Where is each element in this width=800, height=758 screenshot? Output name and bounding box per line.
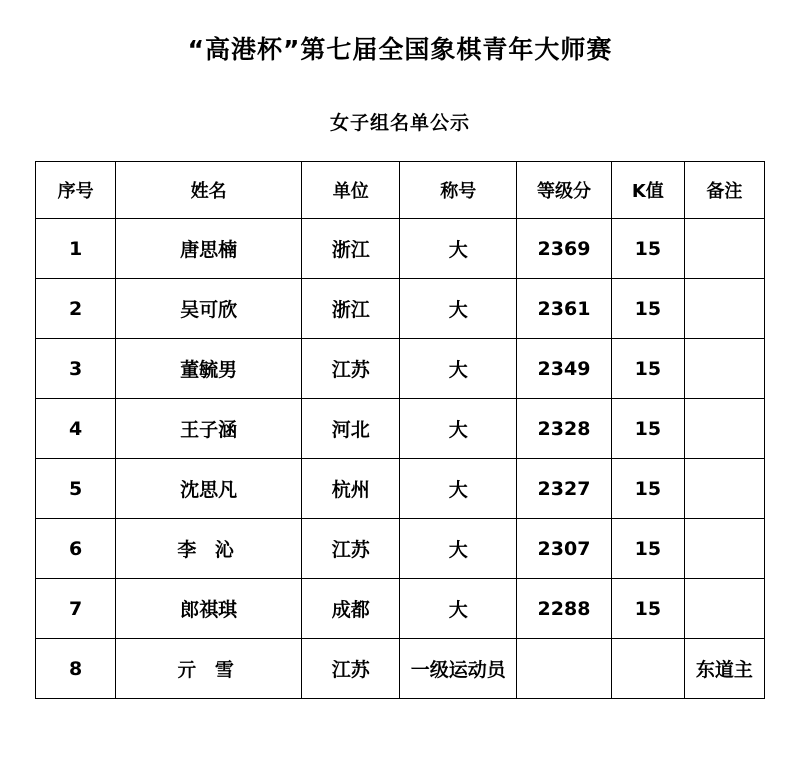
column-header-unit: 单位 [302, 162, 400, 219]
cell-title: 大 [400, 219, 517, 279]
column-header-title: 称号 [400, 162, 517, 219]
cell-unit: 江苏 [302, 339, 400, 399]
cell-rating: 2327 [517, 459, 612, 519]
cell-kvalue: 15 [611, 219, 684, 279]
cell-name: 唐思楠 [116, 219, 302, 279]
cell-unit: 江苏 [302, 639, 400, 699]
cell-index: 3 [36, 339, 116, 399]
cell-remark [684, 519, 764, 579]
cell-title: 大 [400, 579, 517, 639]
cell-name: 董毓男 [116, 339, 302, 399]
cell-kvalue: 15 [611, 579, 684, 639]
page-title: “高港杯”第七届全国象棋青年大师赛 [187, 35, 613, 64]
cell-rating: 2328 [517, 399, 612, 459]
cell-kvalue: 15 [611, 279, 684, 339]
cell-rating: 2349 [517, 339, 612, 399]
table-row [36, 399, 765, 459]
cell-index: 8 [36, 639, 116, 699]
table-body [36, 219, 765, 699]
cell-index: 6 [36, 519, 116, 579]
table-header [36, 162, 765, 219]
cell-title: 一级运动员 [400, 639, 517, 699]
table-row [36, 519, 765, 579]
cell-remark [684, 579, 764, 639]
cell-name: 亓 雪 [116, 639, 302, 699]
cell-unit: 河北 [302, 399, 400, 459]
cell-name: 郎祺琪 [116, 579, 302, 639]
cell-unit: 浙江 [302, 279, 400, 339]
cell-unit: 江苏 [302, 519, 400, 579]
column-header-index: 序号 [36, 162, 116, 219]
cell-unit: 杭州 [302, 459, 400, 519]
cell-index: 1 [36, 219, 116, 279]
cell-rating: 2361 [517, 279, 612, 339]
document-page [0, 30, 800, 758]
cell-title: 大 [400, 279, 517, 339]
table-row [36, 639, 765, 699]
cell-kvalue: 15 [611, 339, 684, 399]
cell-kvalue: 15 [611, 399, 684, 459]
cell-index: 7 [36, 579, 116, 639]
cell-index: 2 [36, 279, 116, 339]
column-header-kvalue: K值 [611, 162, 684, 219]
column-header-rating: 等级分 [517, 162, 612, 219]
cell-index: 4 [36, 399, 116, 459]
cell-title: 大 [400, 399, 517, 459]
cell-remark [684, 279, 764, 339]
cell-remark [684, 219, 764, 279]
cell-rating: 2288 [517, 579, 612, 639]
page-subtitle: 女子组名单公示 [329, 112, 470, 134]
cell-remark [684, 399, 764, 459]
cell-rating: 2307 [517, 519, 612, 579]
roster-table-container [35, 161, 765, 699]
cell-title: 大 [400, 339, 517, 399]
cell-name: 王子涵 [116, 399, 302, 459]
table-row [36, 459, 765, 519]
cell-kvalue: 15 [611, 459, 684, 519]
cell-title: 大 [400, 459, 517, 519]
cell-name: 沈思凡 [116, 459, 302, 519]
cell-unit: 浙江 [302, 219, 400, 279]
cell-kvalue: 15 [611, 519, 684, 579]
roster-table [35, 161, 765, 699]
table-row [36, 579, 765, 639]
cell-rating: 2369 [517, 219, 612, 279]
cell-kvalue [611, 639, 684, 699]
table-row [36, 219, 765, 279]
cell-unit: 成都 [302, 579, 400, 639]
cell-remark: 东道主 [684, 639, 764, 699]
column-header-remark: 备注 [684, 162, 764, 219]
table-row [36, 339, 765, 399]
cell-rating [517, 639, 612, 699]
cell-remark [684, 459, 764, 519]
cell-name: 吴可欣 [116, 279, 302, 339]
cell-remark [684, 339, 764, 399]
column-header-name: 姓名 [116, 162, 302, 219]
cell-name: 李 沁 [116, 519, 302, 579]
table-header-row [36, 162, 765, 219]
cell-title: 大 [400, 519, 517, 579]
cell-index: 5 [36, 459, 116, 519]
table-row [36, 279, 765, 339]
